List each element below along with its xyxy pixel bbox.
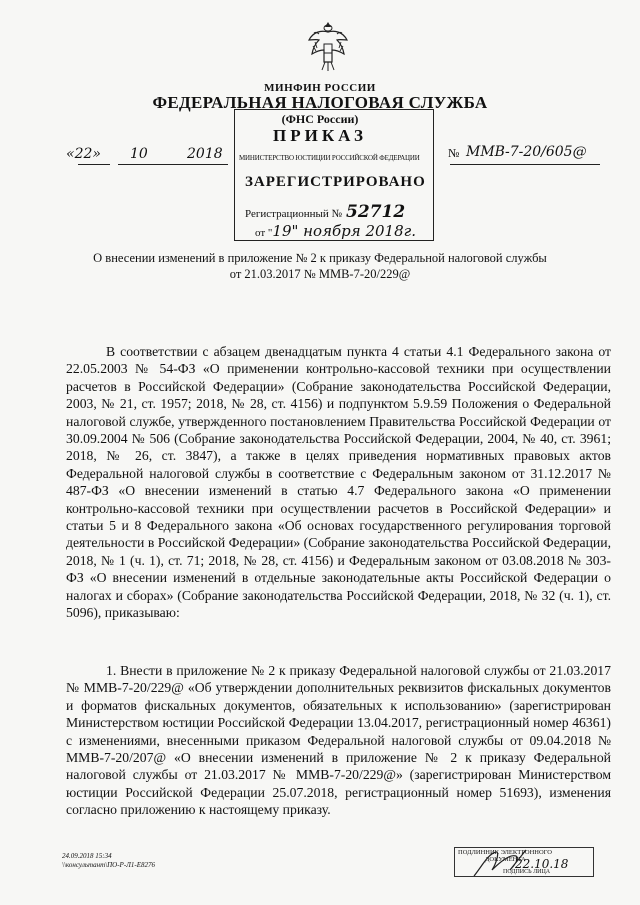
order-heading: ПРИКАЗ <box>273 126 367 145</box>
preamble-paragraph: В соответствии с абзацем двенадцатым пункта 4 статьи 4.1 Федерального закона от 22.05.2003 № 54-ФЗ «О применении контрольно-кассовой техники при осуществлении расчетов в Российской Федерации» (Собрание законодательства Российской Федерации, 2003, № 21, ст. 1957; 2018, № 28, ст. 4156) и подпунктом 5.9.59 Положения о Федеральной налоговой службе, утвержденного постановлением Правительства Российской Федерации от 30.09.2004 № 506 (Собрание законодательства Российской Федерации, 2004, № 40, ст. 3961; 2018, № 26, ст. 3847), а также в целях приведения нормативных правовых актов Федеральной налоговой службы в соответствие с Федеральным законом от 31.12.2017 № 487-ФЗ «О внесении изменений в статью 4.7 Федерального закона «О применении контрольно-кассовой техники при осуществлении расчетов в Российской Федерации» и статьи 5 и 8 Федерального закона «Об основах государственного регулирования торговой деятельности в Российской Федерации» (Собрание законодательства Российской Федерации, 2018, № 1 (ч. 1), ст. 71; 2018, № 28, ст. 4156) и Федеральным законом от 03.08.2018 № 303-ФЗ «О внесении изменений в отдельные законодательные акты Российской Федерации о налогах и сборах» (Собрание законодательства Российской Федерации, 2018, № 32 (ч. 1), ст. 5096), приказываю: <box>66 344 611 621</box>
registration-stamp <box>234 109 434 241</box>
stamp-reg-date: от "19" ноября 2018г. <box>255 222 416 240</box>
service-name: ФЕДЕРАЛЬНАЯ НАЛОГОВАЯ СЛУЖБА <box>152 93 488 112</box>
stamp-reg-number: Регистрационный № 52712 <box>245 202 406 222</box>
order-number-sign: № <box>448 146 460 160</box>
signature-scribble-icon <box>470 846 530 880</box>
order-number: ММВ-7-20/605@ <box>466 144 587 160</box>
ministry-name: МИНФИН РОССИИ <box>264 82 376 94</box>
coat-of-arms-icon <box>303 18 353 74</box>
sig-stamp-line2: ДОКУМЕНТА <box>485 856 526 863</box>
order-date-day: «22» <box>66 146 101 162</box>
order-date-year: 2018 <box>187 146 223 162</box>
clause-1-paragraph: 1. Внести в приложение № 2 к приказу Федеральной налоговой службы от 21.03.2017 № ММВ-7-20/229@ «Об утверждении дополнительных реквизитов фискальных документов и форматов фискальных документов, обязательных к использованию» (зарегистрирован Министерством юстиции Российской Федерации 13.04.2017, регистрационный номер 46361) с изменениями, внесенными приказом Федеральной налоговой службы от 09.04.2018 № ММВ-7-20/207@ «О внесении изменений в приложение № 2 к приказу Федеральной налоговой службы от 21.03.2017 № ММВ-7-20/229@» (зарегистрирован Министерством юстиции Российской Федерации 25.07.2018, регистрационный номер 51693), изменения согласно приложению к настоящему приказу. <box>66 663 611 818</box>
number-underline <box>450 164 600 165</box>
day-underline <box>78 164 110 165</box>
order-title: О внесении изменений в приложение № 2 к приказу Федеральной налоговой службы от 21.03.2017 № ММВ-7-20/229@ <box>93 251 547 281</box>
order-date-month: 10 <box>130 146 148 162</box>
sig-stamp-line1: ПОДЛИННИК ЭЛЕКТРОННОГО <box>458 849 552 856</box>
sig-stamp-date: 22.10.18 <box>515 857 569 871</box>
service-abbreviation: (ФНС России) <box>281 112 359 126</box>
footer-timestamp: 24.09.2018 15:34 <box>62 852 112 860</box>
sig-stamp-line3: ПОДПИСЬ ЛИЦА <box>503 869 551 875</box>
stamp-ministry: МИНИСТЕРСТВО ЮСТИЦИИ РОССИЙСКОЙ ФЕДЕРАЦИИ <box>239 154 420 162</box>
month-underline <box>118 164 228 165</box>
stamp-registered-label: ЗАРЕГИСТРИРОВАНО <box>245 174 426 190</box>
footer-path: \\консультант\ПО-Р-Л1-Е8276 <box>62 861 156 869</box>
